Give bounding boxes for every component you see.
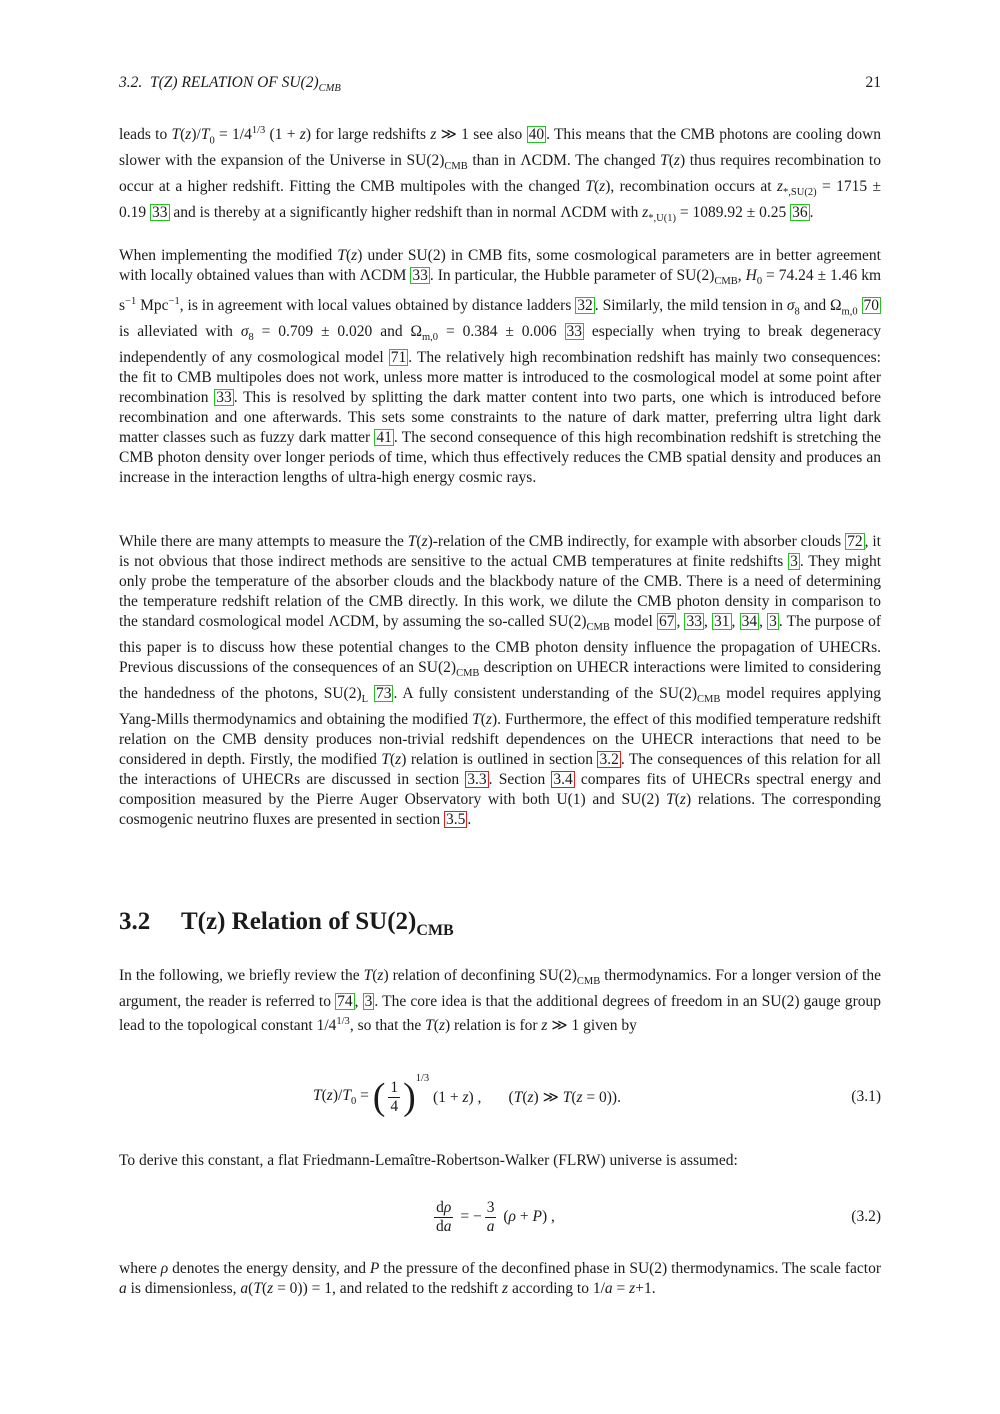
equation-label: (3.1) [851,1088,881,1105]
citation-link[interactable]: 74 [337,993,353,1011]
citation-link[interactable]: 40 [528,126,545,144]
section-link[interactable]: 3.5 [445,811,466,829]
paragraph-6: where ρ denotes the energy density, and P the pressure of the deconfined phase in SU(2) thermodynamics. The scale factor a is dimensionless, a(T(z = 0)) = 1, and related to the redshift z according to 1/a = z+1. [119,1260,881,1297]
citation-link[interactable]: 41 [376,429,392,447]
citation-link[interactable]: 33 [412,267,428,284]
section-link[interactable]: 3.2 [599,751,619,769]
citation-link[interactable]: 3 [769,613,777,630]
paragraph-2: When implementing the modified T(z) under SU(2) in CMB fits, some cosmological parameters are in better agreement with locally obtained values than with ΛCDM 33 . In particular, the Hubble parameter of $SU(2)_{CMB}$, $H_0 = 74.24 \pm 1.46$ km $s^{-1}$ Mpc$^{-1}$, is in agreement with local values obtained by distance ladders 32 . Similarly, the mild tension in $\sigma_8$ and $\Omega_{m,0}$ 70 is alleviated with $\sigma_8 = 0.709 \pm 0.020$ and $\Omega_{m,0} = 0.384 \pm 0.006$ 33 especially when trying to break degeneracy independently of any cosmological model 71 . The relatively high recombination redshift has mainly two consequences: the fit to CMB multipoles does not work, unless more matter is introduced to the cosmological model at some point after recombination 33 . This is resolved by splitting the dark matter content into two parts, one which is introduced before recombination and one afterwards. This sets some constraints to the nature of dark matter, preferring ultra light dark matter classes such as fuzzy dark matter 41 . The second consequence of this high recombination redshift is stretching the CMB photon density over longer periods of time, which thus effectively reduces the CMB spatial density and produces an increase in the interaction lengths of ultra-high energy cosmic rays. [119,247,882,487]
paragraph-3: While there are many attempts to measure the T(z)-relation of the CMB indirectly, for example with absorber clouds 72 , it is not obvious that those indirect methods are sensitive to the actual CMB temperatures at finite redshifts 3 . They might only probe the temperature of the absorber clouds and the blackbody nature of the CMB. There is a need of determining the temperature redshift relation of the CMB directly. In this work, we dilute the CMB photon density in comparison to the standard cosmological model ΛCDM, by assuming the so-called $SU(2)_{CMB}$ model 67 , 33 , 31 , 34 , 3 . The purpose of this paper is to discuss how these potential changes to the CMB photon density influence the propagation of UHECRs. Previous discussions of the consequences of an $SU(2)_{CMB}$ description on UHECR interactions were limited to considering the handedness of the photons, $SU(2)_L$ 73 . A fully consistent understanding of the $SU(2)_{CMB}$ model requires applying Yang-Mills thermodynamics and obtaining the modified T(z). Furthermore, the effect of this modified temperature redshift relation on the CMB density produces non-trivial redshift dependences on the UHECR interactions that need to be considered in depth. Firstly, the modified T(z) relation is outlined in section 3.2 . The consequences of this relation for all the interactions of UHECRs are discussed in section 3.3 . Section 3.4 compares fits of UHECRs spectral energy and composition measured by the Pierre Auger Observatory with both U(1) and SU(2) T(z) relations. The corresponding cosmogenic neutrino fluxes are presented in section 3.5 . [119,533,882,829]
equation-body: $T(z)/T_0$ = ( $\frac{1}{4}$ ) $^{1/3}$ (1 + z) , (T(z) ≫ T(z = 0)). [313,1073,621,1118]
running-header [119,74,881,96]
section-number: 3.2 [119,908,151,935]
paragraph-4: In the following, we briefly review the T(z) relation of deconfining $SU(2)_{CMB}$ thermodynamics. For a longer version of the argument, the reader is referred to 74 , 3 . The core idea is that the additional degrees of freedom in an SU(2) gauge group lead to the topological constant $1/4^{1/3}$, so that the T(z) relation is for z ≫ 1 given by [119,967,881,1035]
equation-body: $\frac{d\rho}{da}$ = − $\frac{3}{a}$ (ρ + P) , [436,1198,555,1235]
citation-link[interactable]: 73 [375,685,392,703]
citation-link[interactable]: 33 [216,389,232,407]
citation-link[interactable]: 34 [741,613,758,630]
equation-3-2 [119,1187,881,1247]
citation-link[interactable]: 72 [847,533,863,550]
section-link[interactable]: 3.4 [553,771,573,789]
paragraph-1: leads to $T(z)/T_0 = 1/4^{1/3}$ (1 + z) for large redshifts z ≫ 1 see also 40 . This means that the CMB photons are cooling down slower with the expansion of the Universe in $SU(2)_{CMB}$ than in ΛCDM. The changed T(z) thus requires recombination to occur at a higher redshift. Fitting the CMB multipoles with the changed T(z), recombination occurs at $z_{*,SU(2)} = 1715 \pm 0.19$ 33 and is thereby at a significantly higher redshift than in normal ΛCDM with $z_{*,U(1)} = 1089.92 \pm 0.25$ 36 . [119,125,882,225]
equation-3-1 [119,1067,881,1127]
page-number: 21 [865,74,881,91]
citation-link[interactable]: 33 [686,613,702,630]
citation-link[interactable]: 33 [566,323,583,341]
running-title: 3.2. T(Z) RELATION OF $SU(2)_{CMB}$ [119,74,341,95]
citation-link[interactable]: 3 [790,553,798,570]
citation-link[interactable]: 71 [390,349,407,367]
citation-link[interactable]: 31 [714,613,730,630]
citation-link[interactable]: 3 [364,993,373,1011]
citation-link[interactable]: 33 [152,204,168,222]
citation-link[interactable]: 36 [792,204,808,222]
section-link[interactable]: 3.3 [467,771,487,789]
citation-link[interactable]: 70 [863,297,879,315]
equation-label: (3.2) [851,1208,881,1225]
paragraph-5: To derive this constant, a flat Friedmann-Lemaître-Robertson-Walker (FLRW) universe is assumed: [119,1152,738,1169]
section-heading: 3.2 T(z) Relation of $SU(2)_{CMB}$ [119,908,454,939]
citation-link[interactable]: 67 [658,613,675,630]
citation-link[interactable]: 32 [577,297,593,315]
